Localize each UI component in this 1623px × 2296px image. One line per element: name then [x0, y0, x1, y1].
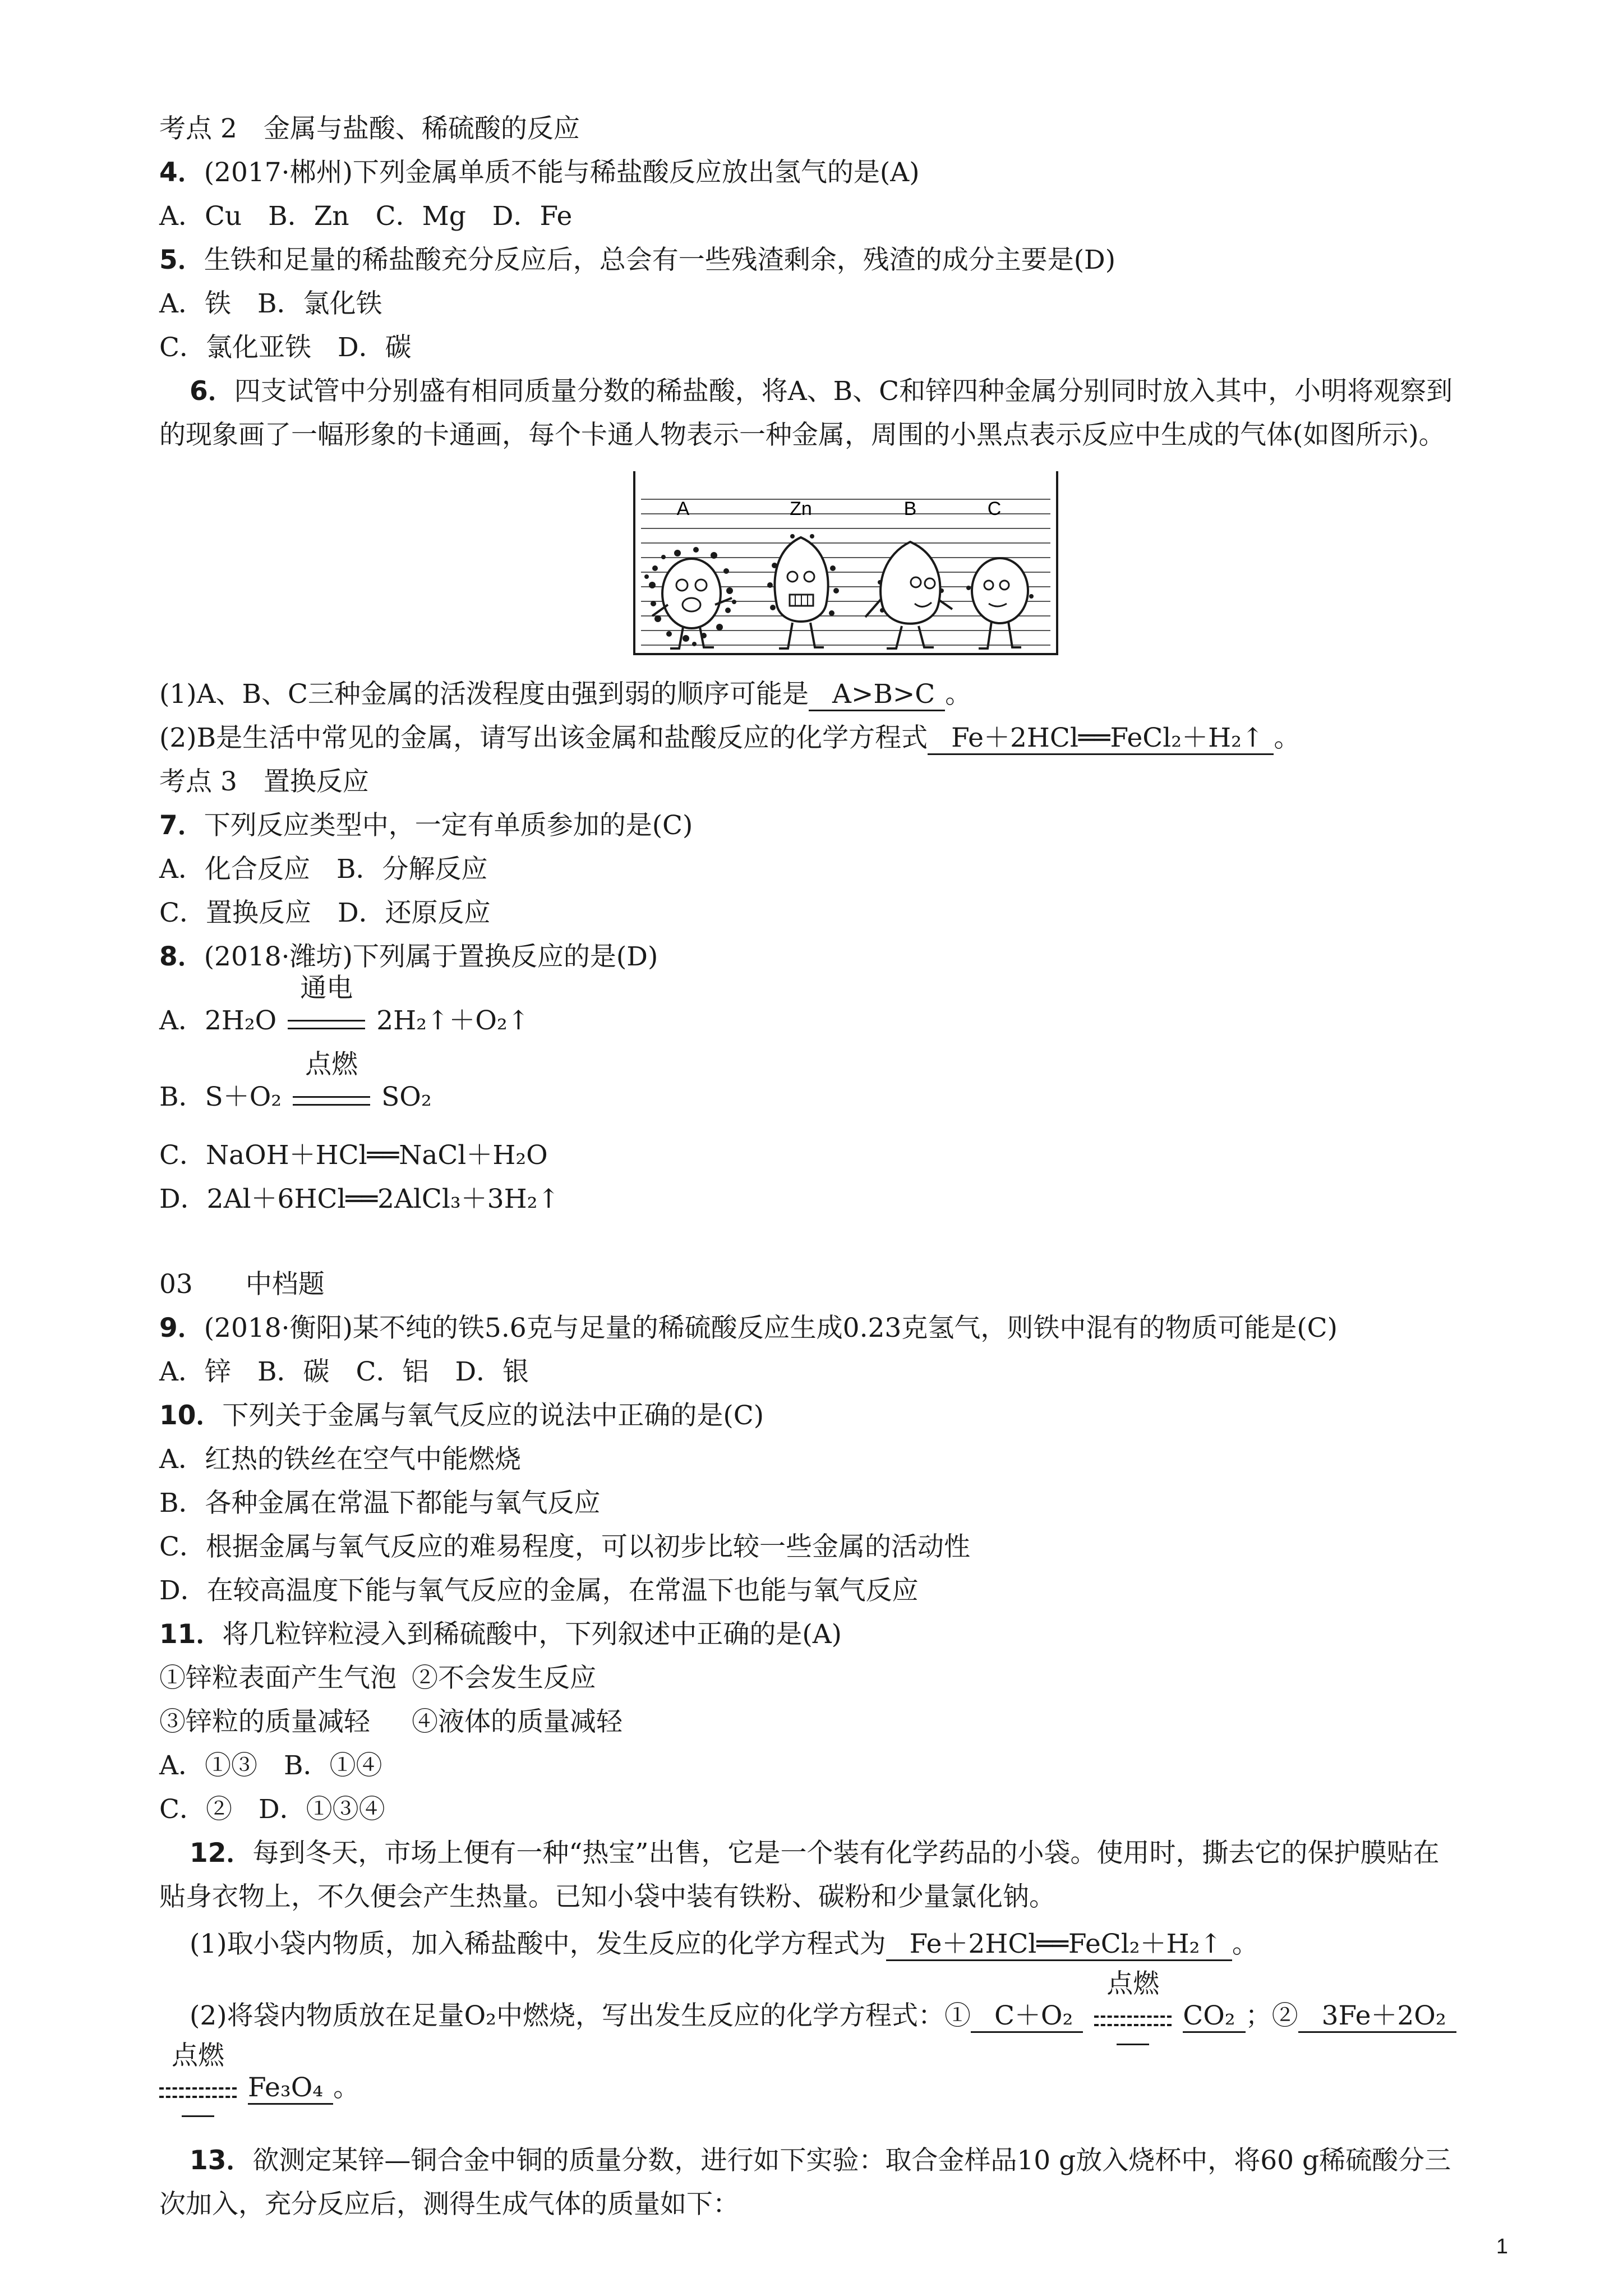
- end-punct: 。: [945, 679, 972, 710]
- question-13: 13．欲测定某锌—铜合金中铜的质量分数，进行如下实验：取合金样品10 g放入烧杯中，将60 g稀硫酸分三: [190, 2145, 1451, 2176]
- equation-right: 2H₂↑＋O₂↑: [376, 1005, 530, 1036]
- condition-text: 点燃: [172, 2040, 224, 2071]
- cartoon-metal-c: [966, 558, 1034, 648]
- question-10-option-c: C．根据金属与氧气反应的难易程度，可以初步比较一些金属的活动性: [159, 1531, 970, 1562]
- question-text: (2018·潍坊)下列属于置换反应的是(D): [204, 941, 658, 972]
- question-number: 7: [159, 810, 178, 841]
- cartoon-metal-zn: [767, 534, 839, 648]
- question-11-options-1: A．①③ B．①④: [159, 1750, 382, 1781]
- question-number: 9: [159, 1313, 178, 1343]
- question-text: 将几粒锌粒浸入到稀硫酸中，下列叙述中正确的是(A): [222, 1619, 842, 1650]
- reaction-condition: [289, 1049, 374, 1113]
- figure-label-c: C: [987, 498, 1002, 519]
- question-9-options: A．锌 B．碳 C．铝 D．银: [159, 1356, 529, 1387]
- answer-blank-2-right: Fe₃O₄: [248, 2072, 333, 2105]
- sub-question-text: (2)将袋内物质放在足量O₂中燃烧，写出发生反应的化学方程式：①: [190, 2000, 971, 2031]
- question-7-options-1: A．化合反应 B．分解反应: [159, 854, 488, 885]
- question-8: 8．(2018·潍坊)下列属于置换反应的是(D): [159, 941, 658, 972]
- question-text: 生铁和足量的稀盐酸充分反应后，总会有一些残渣剩余，残渣的成分主要是(D): [204, 245, 1116, 275]
- question-6: 6．四支试管中分别盛有相同质量分数的稀盐酸，将A、B、C和锌四种金属分别同时放入其中，小明将观察到: [190, 376, 1453, 407]
- question-7: 7．下列反应类型中，一定有单质参加的是(C): [159, 810, 693, 841]
- answer-blank-1-left: C＋O₂: [971, 2000, 1083, 2033]
- question-8-option-b: [159, 1049, 432, 1113]
- question-text-line-1: 欲测定某锌—铜合金中铜的质量分数，进行如下实验：取合金样品10 g放入烧杯中，将60 g稀硫酸分三: [252, 2145, 1451, 2176]
- answer-blank-2-left: 3Fe＋2O₂: [1298, 2000, 1456, 2033]
- question-5: 5．生铁和足量的稀盐酸充分反应后，总会有一些残渣剩余，残渣的成分主要是(D): [159, 245, 1116, 275]
- question-text: (2017·郴州)下列金属单质不能与稀盐酸反应放出氢气的是(A): [204, 157, 920, 188]
- question-10-option-d: D．在较高温度下能与氧气反应的金属，在常温下也能与氧气反应: [159, 1575, 919, 1606]
- equation-right: SO₂: [381, 1082, 432, 1112]
- question-11: 11．将几粒锌粒浸入到稀硫酸中，下列叙述中正确的是(A): [159, 1619, 842, 1650]
- answer-blank: A>B>C: [809, 679, 945, 711]
- condition-text: 点燃: [1106, 1968, 1160, 1999]
- page-number: 1: [1496, 2235, 1508, 2258]
- kaodian2-heading: [159, 113, 580, 145]
- question-text-line-1: 每到冬天，市场上便有一种“热宝”出售，它是一个装有化学药品的小袋。使用时，撕去它的保护膜贴在: [252, 1838, 1440, 1869]
- reaction-condition: [156, 2040, 240, 2104]
- equation-left: B．S＋O₂: [159, 1082, 282, 1112]
- question-6-sub-2: [159, 723, 1300, 754]
- question-text: (2018·衡阳)某不纯的铁5.6克与足量的稀硫酸反应生成0.23克氢气，则铁中混有的物质可能是(C): [204, 1313, 1338, 1343]
- question-10-option-b: B．各种金属在常温下都能与氧气反应: [159, 1488, 601, 1519]
- question-5-options-2: C．氯化亚铁 D．碳: [159, 332, 412, 363]
- question-11-statements-2: [159, 1706, 623, 1738]
- question-number: 13: [190, 2145, 227, 2176]
- question-number: 12: [190, 1838, 227, 1869]
- question-12-sub-1: [190, 1929, 1258, 1960]
- figure-label-a: A: [676, 498, 690, 519]
- section-title: 中档题: [245, 1269, 325, 1300]
- question-13-text-line-2: 次加入，充分反应后，测得生成气体的质量如下：: [159, 2189, 739, 2220]
- sub-question-text: (2)B是生活中常见的金属，请写出该金属和盐酸反应的化学方程式: [159, 723, 928, 753]
- question-7-options-2: C．置换反应 D．还原反应: [159, 898, 491, 928]
- reaction-condition: [284, 973, 368, 1037]
- figure-label-zn: Zn: [790, 498, 812, 519]
- question-12-text-line-2: 贴身衣物上，不久便会产生热量。已知小袋中装有铁粉、碳粉和少量氯化钠。: [159, 1881, 1055, 1912]
- kaodian3-title: 置换反应: [263, 766, 369, 797]
- separator: ；②: [1245, 2000, 1298, 2031]
- end-punct: 。: [1274, 723, 1301, 753]
- end-punct: 。: [333, 2072, 360, 2103]
- question-11-options-2: C．② D．①③④: [159, 1794, 385, 1825]
- cartoon-figure: [630, 470, 1062, 661]
- section-number: 03: [159, 1269, 193, 1300]
- answer-blank: Fe＋2HCl══FeCl₂＋H₂↑: [886, 1929, 1232, 1961]
- question-text: 下列关于金属与氧气反应的说法中正确的是(C): [222, 1400, 764, 1431]
- question-number: 11: [159, 1619, 196, 1650]
- question-4-options: A．Cu B．Zn C．Mg D．Fe: [159, 201, 573, 232]
- kaodian3-label: 考点 3: [159, 766, 237, 797]
- question-number: 5: [159, 245, 178, 275]
- question-6-text-line-2: 的现象画了一幅形象的卡通画，每个卡通人物表示一种金属，周围的小黑点表示反应中生成的气体(如图所示)。: [159, 420, 1445, 450]
- question-number: 8: [159, 941, 178, 972]
- question-text-line-1: 四支试管中分别盛有相同质量分数的稀盐酸，将A、B、C和锌四种金属分别同时放入其中，小明将观察到: [234, 376, 1453, 407]
- sub-question-text: (1)A、B、C三种金属的活泼程度由强到弱的顺序可能是: [159, 679, 809, 710]
- kaodian2-title: 金属与盐酸、稀硫酸的反应: [263, 113, 580, 144]
- question-12-sub-2: [190, 1968, 1456, 2032]
- question-text: 下列反应类型中，一定有单质参加的是(C): [204, 810, 693, 841]
- figure-label-b: B: [903, 498, 917, 519]
- cartoon-metal-a: [644, 547, 736, 648]
- reaction-condition: [1091, 1968, 1175, 2032]
- question-6-sub-1: [159, 679, 971, 710]
- end-punct: 。: [1232, 1929, 1258, 1959]
- question-10-option-a: A．红热的铁丝在空气中能燃烧: [159, 1444, 521, 1475]
- answer-blank: Fe＋2HCl══FeCl₂＋H₂↑: [928, 723, 1274, 755]
- kaodian2-label: 考点 2: [159, 113, 237, 144]
- question-11-statements-1: [159, 1663, 596, 1694]
- question-5-options-1: A．铁 B．氯化铁: [159, 288, 382, 319]
- question-12: 12．每到冬天，市场上便有一种“热宝”出售，它是一个装有化学药品的小袋。使用时，撕去它的保护膜贴在: [190, 1838, 1440, 1869]
- question-9: 9．(2018·衡阳)某不纯的铁5.6克与足量的稀硫酸反应生成0.23克氢气，则铁中混有的物质可能是(C): [159, 1313, 1338, 1343]
- condition-text: 点燃: [305, 1049, 358, 1080]
- section-heading: [159, 1269, 325, 1300]
- sub-question-text: (1)取小袋内物质，加入稀盐酸中，发生反应的化学方程式为: [190, 1929, 886, 1959]
- answer-blank-1-right: CO₂: [1183, 2000, 1245, 2033]
- question-8-option-c: C．NaOH＋HCl══NaCl＋H₂O: [159, 1140, 548, 1171]
- kaodian3-heading: [159, 766, 369, 798]
- question-8-option-d: D．2Al＋6HCl══2AlCl₃＋3H₂↑: [159, 1184, 560, 1214]
- question-4: 4．(2017·郴州)下列金属单质不能与稀盐酸反应放出氢气的是(A): [159, 157, 920, 188]
- statement-4: ④液体的质量减轻: [412, 1706, 623, 1737]
- question-8-option-a: [159, 973, 530, 1037]
- statement-2: ②不会发生反应: [412, 1663, 596, 1694]
- statement-1: ①锌粒表面产生气泡: [159, 1663, 396, 1694]
- question-10: 10．下列关于金属与氧气反应的说法中正确的是(C): [159, 1400, 764, 1431]
- equation-left: A．2H₂O: [159, 1005, 277, 1036]
- question-number: 6: [190, 376, 208, 407]
- question-12-sub-2-cont: [159, 2040, 360, 2104]
- statement-3: ③锌粒的质量减轻: [159, 1706, 370, 1737]
- question-number: 10: [159, 1400, 196, 1431]
- question-number: 4: [159, 157, 178, 188]
- condition-text: 通电: [300, 973, 353, 1004]
